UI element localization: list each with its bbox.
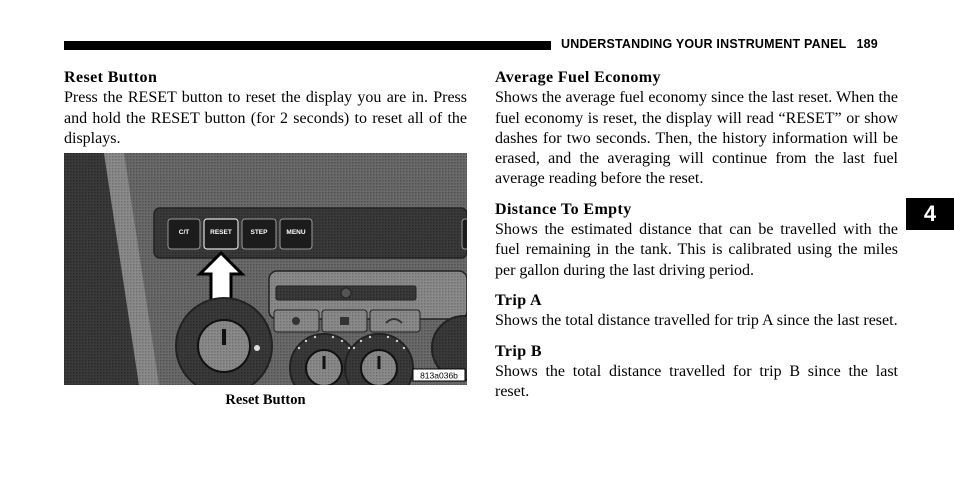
section-body-trip-b: Shows the total distance travelled for trip B since the last reset. [495, 362, 898, 401]
left-column [64, 68, 467, 149]
figure-code: 813a036b [420, 370, 458, 381]
step-button-label: STEP [250, 229, 268, 236]
section-body: Press the RESET button to reset the display you are in. Press and hold the RESET button (for 2 seconds) to reset all of the displays. [64, 89, 467, 147]
header-title: UNDERSTANDING YOUR INSTRUMENT PANEL [561, 37, 847, 51]
chapter-tab: 4 [906, 198, 954, 230]
figure-caption: Reset Button [225, 392, 306, 408]
ct-button-label: C/T [178, 229, 190, 236]
header-rule [64, 41, 551, 50]
page-number: 189 [856, 37, 878, 51]
running-header [561, 37, 878, 51]
reset-button-illustration [64, 153, 467, 385]
section-heading: Reset Button [64, 69, 158, 86]
section-body-average-fuel-economy: Shows the average fuel economy since the last reset. When the fuel economy is reset, the display will read “RESET” or show dashes for two seconds. Then, the history information will be erased, and the averaging will continue from the last fuel average reading before the reset. [495, 89, 898, 188]
section-heading-distance-to-empty: Distance To Empty [495, 200, 632, 218]
section-heading-trip-a: Trip A [495, 291, 543, 309]
reset-button-label: RESET [210, 229, 232, 236]
section-heading-trip-b: Trip B [495, 342, 543, 360]
section-body-distance-to-empty: Shows the estimated distance that can be travelled with the fuel remaining in the tank. This is calibrated using the miles per gallon during the last driving period. [495, 221, 898, 279]
menu-button-label: MENU [286, 229, 306, 236]
section-heading-average-fuel-economy: Average Fuel Economy [495, 69, 661, 86]
right-column [495, 68, 898, 402]
section-body-trip-a: Shows the total distance travelled for trip A since the last reset. [495, 312, 898, 330]
